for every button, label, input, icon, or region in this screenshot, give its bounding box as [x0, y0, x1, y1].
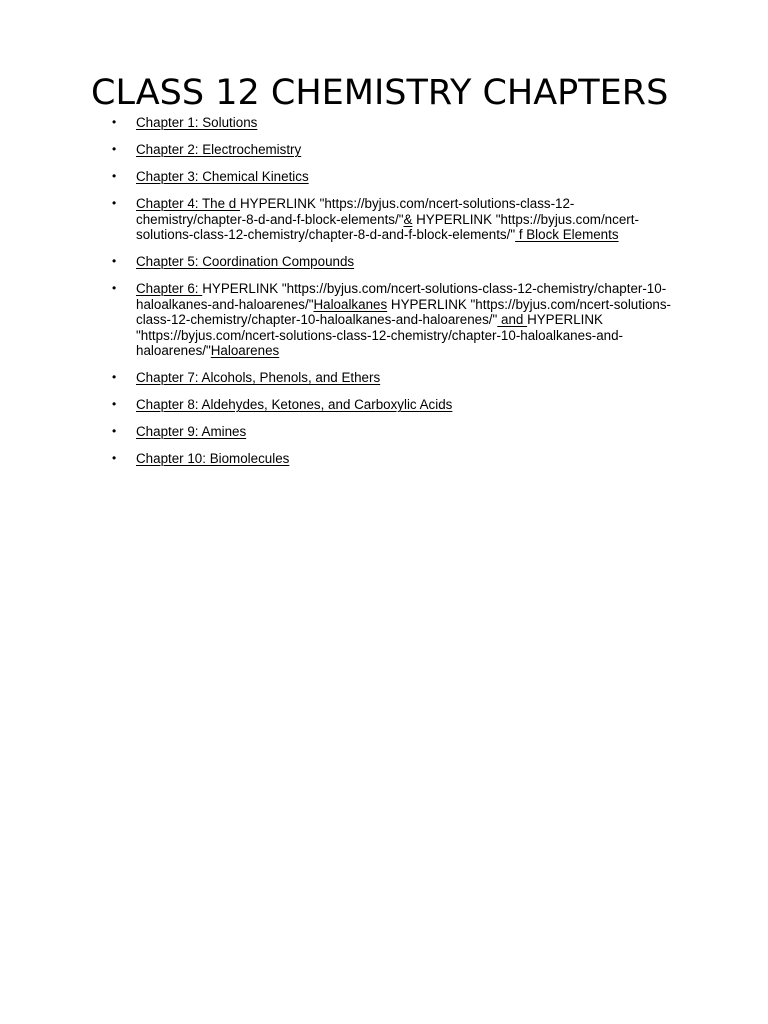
hyperlink-field-code: HYPERLINK "https://byjus.com/ncert-solutions-class-12-chemistry/chapter-10-haloalkanes-and-haloarenes/"	[136, 296, 671, 327]
list-item-chapter-5	[0, 254, 676, 270]
list-item-chapter-9	[0, 424, 676, 440]
chapter-link[interactable]: Chapter 2: Electrochemistry	[136, 142, 302, 157]
bullet-marker: •	[112, 370, 117, 384]
page-title: CLASS 12 CHEMISTRY CHAPTERS	[91, 73, 669, 113]
bullet-marker: •	[112, 397, 117, 411]
list-item-chapter-2	[0, 142, 676, 158]
bullet-marker: •	[112, 196, 117, 210]
chapter-link[interactable]: Chapter 6:	[136, 281, 203, 296]
hyperlink-field-code: HYPERLINK "https://byjus.com/ncert-solutions-class-12-chemistry/chapter-8-d-and-f-block-elements/"	[136, 196, 575, 227]
bullet-marker: •	[112, 115, 117, 129]
list-item-chapter-7	[0, 370, 676, 386]
bullet-marker: •	[112, 451, 117, 465]
hyperlink-field-code: HYPERLINK "https://byjus.com/ncert-solutions-class-12-chemistry/chapter-8-d-and-f-block-elements/"	[136, 211, 639, 242]
list-item-chapter-4	[0, 196, 676, 243]
chapter-link[interactable]: Chapter 4: The d	[136, 196, 240, 211]
chapter-list	[0, 115, 676, 478]
list-item-chapter-3	[0, 169, 676, 185]
list-item-chapter-6	[0, 281, 676, 359]
chapter-link[interactable]: &	[403, 211, 413, 227]
chapter-link[interactable]: Chapter 9: Amines	[136, 424, 247, 439]
chapter-link[interactable]: Chapter 1: Solutions	[136, 115, 258, 130]
bullet-marker: •	[112, 169, 117, 183]
chapter-link[interactable]: f Block Elements	[515, 227, 619, 242]
chapter-link[interactable]: and	[497, 312, 528, 327]
list-item-chapter-10	[0, 451, 676, 467]
list-item-chapter-8	[0, 397, 676, 413]
bullet-marker: •	[112, 281, 117, 295]
chapter-link[interactable]: Chapter 5: Coordination Compounds	[136, 254, 355, 269]
chapter-link[interactable]: Haloarenes	[210, 343, 280, 358]
chapter-link[interactable]: Chapter 3: Chemical Kinetics	[136, 169, 309, 184]
list-item-chapter-1	[0, 115, 676, 131]
bullet-marker: •	[112, 254, 117, 268]
hyperlink-field-code: HYPERLINK "https://byjus.com/ncert-solutions-class-12-chemistry/chapter-10-haloalkanes-and-haloarenes/"	[136, 281, 667, 312]
chapter-link[interactable]: Chapter 10: Biomolecules	[136, 451, 290, 466]
bullet-marker: •	[112, 424, 117, 438]
hyperlink-field-code: HYPERLINK "https://byjus.com/ncert-solutions-class-12-chemistry/chapter-10-haloalkanes-and-haloarenes/"	[136, 312, 624, 358]
chapter-link[interactable]: Chapter 7: Alcohols, Phenols, and Ethers	[136, 370, 381, 385]
bullet-marker: •	[112, 142, 117, 156]
chapter-link[interactable]: Chapter 8: Aldehydes, Ketones, and Carboxylic Acids	[136, 397, 453, 412]
chapter-link[interactable]: Haloalkanes	[313, 296, 388, 312]
